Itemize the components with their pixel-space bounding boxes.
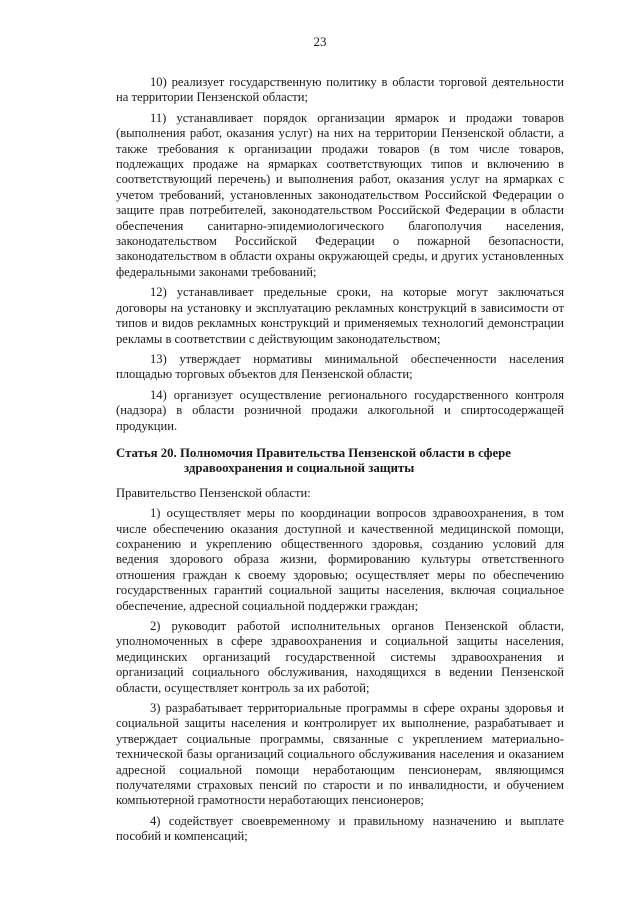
list-item: 14) организует осуществление регионального государственного контроля (надзора) в области розничной продажи алкогольной и спиртосодержащей продукции. — [116, 387, 564, 433]
list-item: 2) руководит работой исполнительных органов Пензенской области, уполномоченных в сфере здравоохранения и социальной защиты населения, медицинских организаций государственной системы здравоохранения и организаций социального обслуживания, находящихся в ведении Пензенской области, осуществляет контроль за их работой; — [116, 619, 564, 695]
list-item: 3) разрабатывает территориальные программы в сфере охраны здоровья и социальной защиты населения и контролирует их выполнение, разрабатывает и утверждает социальные программы, связанные с укреплением материально-технической базы организаций социального обслуживания населения и оказанием адресной социальной помощи неработающим пенсионерам, являющимся получателями страховых пенсий по старости и по инвалидности, и обучением компьютерной грамотности неработающих пенсионеров; — [116, 701, 564, 808]
list-item: 12) устанавливает предельные сроки, на которые могут заключаться договоры на установку и эксплуатацию рекламных конструкций в зависимости от типов и видов рекламных конструкций и применяемых технологий демонстрации рекламы в соответствии с действующим законодательством; — [116, 285, 564, 346]
list-item: 4) содействует своевременному и правильному назначению и выплате пособий и компенсаций; — [116, 813, 564, 844]
article-heading: Статья 20. Полномочия Правительства Пензенской области в сфере здравоохранения и социальной защиты — [116, 445, 511, 476]
list-item: 10) реализует государственную политику в области торговой деятельности на территории Пензенской области; — [116, 75, 564, 105]
page-number: 23 — [313, 34, 327, 49]
document-body — [116, 75, 564, 850]
list-item: 13) утверждает нормативы минимальной обеспеченности населения площадью торговых объектов для Пензенской области; — [116, 351, 564, 382]
section-intro: Правительство Пензенской области: — [116, 485, 311, 500]
list-item: 11) устанавливает порядок организации ярмарок и продажи товаров (выполнения работ, оказания услуг) на них на территории Пензенской области, а также требования к организации продажи товаров (в том числе товаров, подлежащих продаже на ярмарках соответствующих типов и включению в соответствующий перечень) и выполнения работ, оказания услуг на ярмарках с учетом требований, установленных законодательством Российской Федерации о защите прав потребителей, законодательством Российской Федерации в области обеспечения санитарно-эпидемиологического благополучия населения, законодательством Российской Федерации о пожарной безопасности, законодательством в области охраны окружающей среды, и других установленных федеральными законами требований; — [116, 110, 564, 279]
list-item: 1) осуществляет меры по координации вопросов здравоохранения, в том числе обеспечению оказания доступной и качественной медицинской помощи, сохранению и укреплению общественного здоровья, созданию условий для ведения здорового образа жизни, формированию культуры ответственного отношения граждан к своему здоровью; осуществляет меры по обеспечению государственных гарантий социальной защиты населения, включая социальное обеспечение, адресной социальной поддержки граждан; — [116, 506, 564, 613]
